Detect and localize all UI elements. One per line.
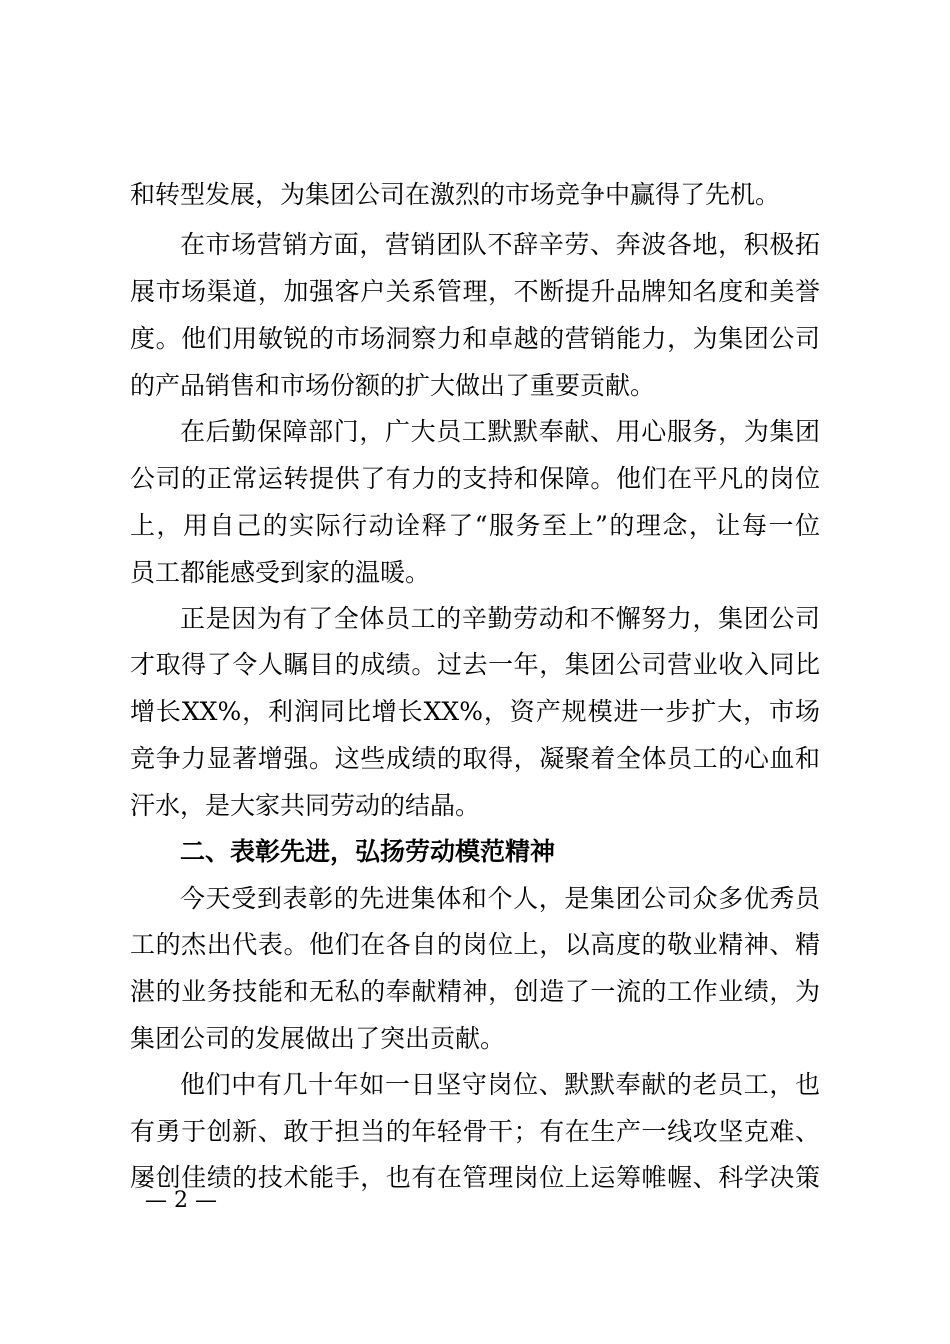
page-number: — 2 — [145,1188,217,1213]
text-line: 增长XX%，利润同比增长XX%，资产规模进一步扩大，市场 [130,697,820,726]
text-line: 屡创佳绩的技术能手，也有在管理岗位上运筹帷幄、科学决策 [130,1163,820,1192]
text-line: 在后勤保障部门，广大员工默默奉献、用心服务，为集团 [180,417,820,446]
text-line: 湛的业务技能和无私的奉献精神，创造了一流的工作业绩，为 [130,977,820,1006]
section-heading: 二、表彰先进，弘扬劳动模范精神 [180,837,556,866]
text-line: 员工都能感受到家的温暖。 [130,558,431,587]
text-line: 的产品销售和市场份额的扩大做出了重要贡献。 [130,371,656,400]
text-line: 今天受到表彰的先进集体和个人，是集团公司众多优秀员 [180,884,820,913]
text-line: 公司的正常运转提供了有力的支持和保障。他们在平凡的岗位 [130,464,820,493]
text-line: 和转型发展，为集团公司在激烈的市场竞争中赢得了先机。 [130,180,781,209]
text-line: 正是因为有了全体员工的辛勤劳动和不懈努力，集团公司 [180,604,820,633]
text-line: 上，用自己的实际行动诠释了“服务至上”的理念，让每一位 [130,511,820,540]
text-line: 工的杰出代表。他们在各自的岗位上，以高度的敬业精神、精 [130,930,820,959]
text-line: 度。他们用敏锐的市场洞察力和卓越的营销能力，为集团公司 [130,324,820,353]
text-line: 汗水，是大家共同劳动的结晶。 [130,791,481,820]
text-line: 集团公司的发展做出了突出贡献。 [130,1024,506,1053]
text-line: 竞争力显著增强。这些成绩的取得，凝聚着全体员工的心血和 [130,744,820,773]
text-line: 在市场营销方面，营销团队不辞辛劳、奔波各地，积极拓 [180,230,820,259]
text-line: 才取得了令人瞩目的成绩。过去一年，集团公司营业收入同比 [130,650,820,679]
text-line: 展市场渠道，加强客户关系管理，不断提升品牌知名度和美誉 [130,277,820,306]
text-line: 有勇于创新、敢于担当的年轻骨干；有在生产一线攻坚克难、 [130,1117,820,1146]
text-line: 他们中有几十年如一日坚守岗位、默默奉献的老员工，也 [180,1070,820,1099]
